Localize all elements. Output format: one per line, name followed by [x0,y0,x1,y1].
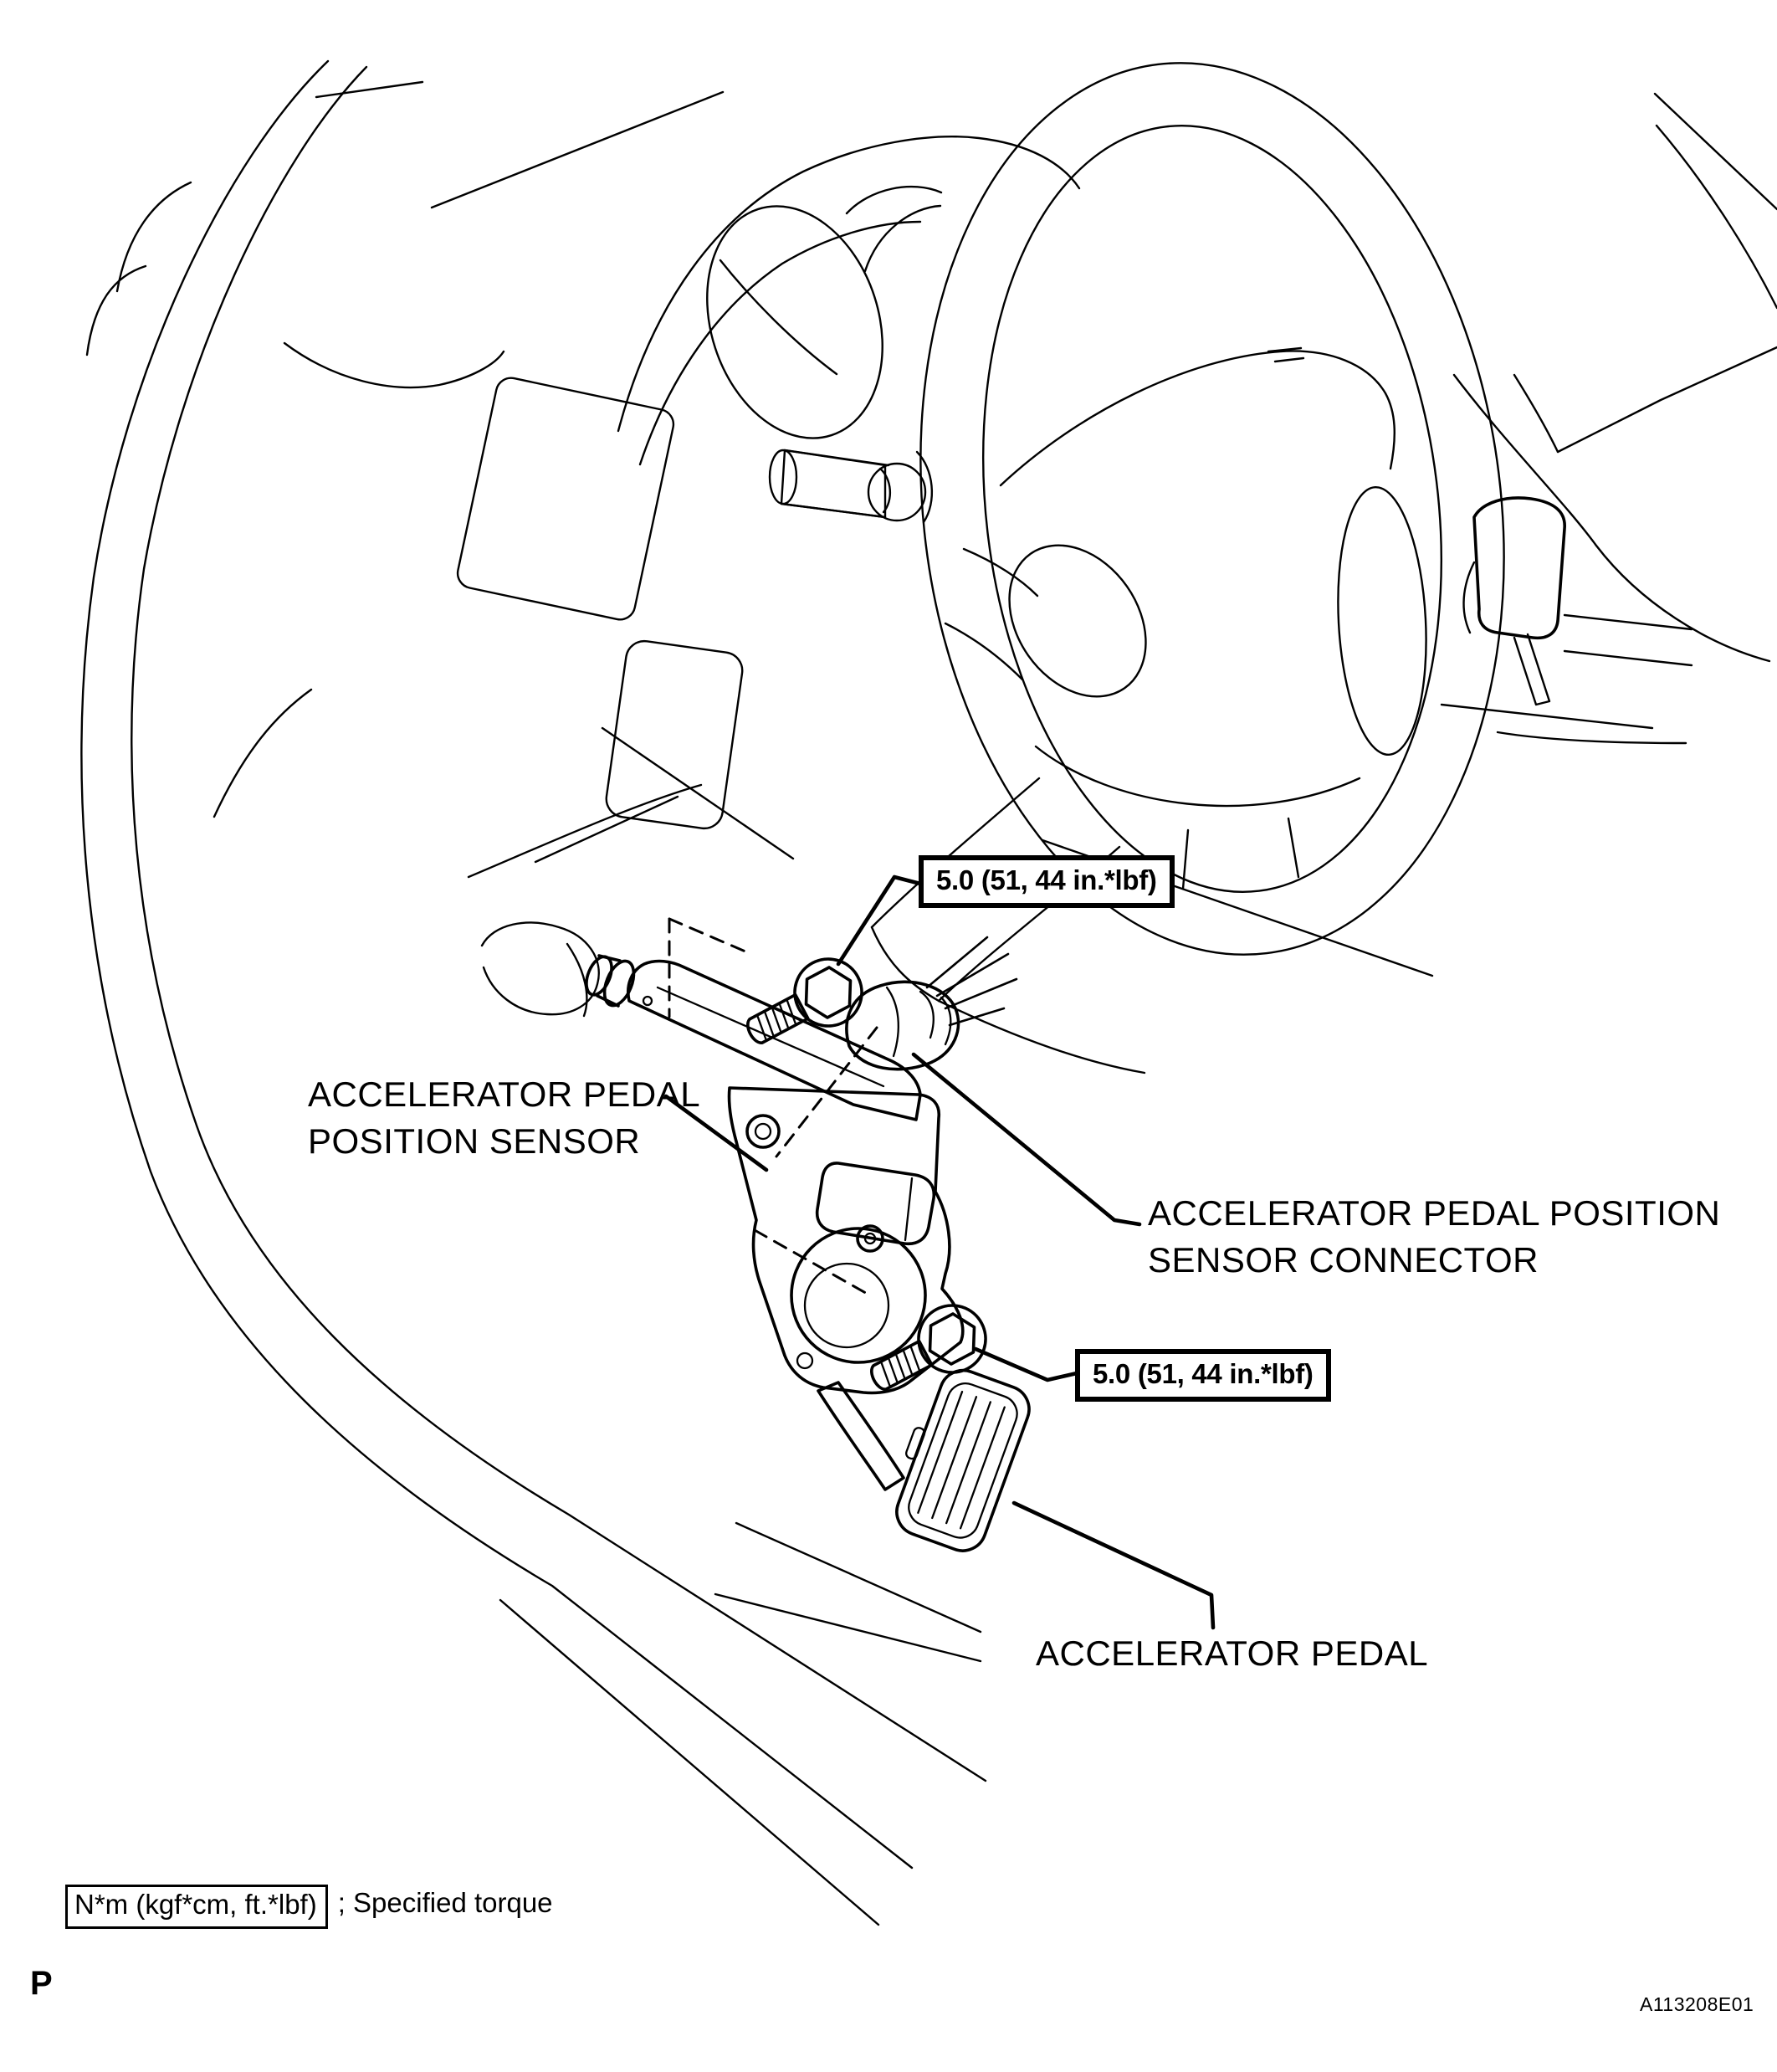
leader-pedal-label [1014,1503,1213,1628]
label-line: ACCELERATOR PEDAL [308,1074,701,1114]
steering-column [872,778,1145,1073]
torque-legend [65,1885,553,1929]
leader-connector-label [914,1054,1139,1224]
torque-callout-lower: 5.0 (51, 44 in.*lbf) [1075,1349,1331,1402]
rail-end-boss [581,953,652,1010]
label-line: ACCELERATOR PEDAL POSITION [1148,1193,1721,1233]
shift-lever [1464,498,1565,705]
door-and-pillar-outline [81,61,986,1868]
label-accelerator-pedal: ACCELERATOR PEDAL [1036,1633,1429,1673]
pedal-pad [881,1361,1036,1557]
leader-torque-lower [976,1349,1077,1380]
legend-description: ; Specified torque [337,1887,553,1918]
dashboard [284,82,1432,1016]
label-sensor-connector [1148,1190,1720,1285]
label-line: POSITION SENSOR [308,1121,641,1162]
page-marker: P [30,1965,53,2002]
sensor-connector [847,937,1017,1069]
pedal-mounting-plate [729,1088,962,1393]
pedal-arm [818,1382,904,1490]
legend-unit-box: N*m (kgf*cm, ft.*lbf) [65,1885,328,1929]
sensor-drum [791,1228,925,1362]
torque-callout-upper: 5.0 (51, 44 in.*lbf) [919,855,1175,908]
figure-code: A113208E01 [1640,1993,1754,2015]
instrument-cluster [618,136,1079,464]
console-and-seat-lines [1442,94,1777,743]
steering-wheel [871,29,1553,988]
turn-signal-stalk [770,450,932,522]
label-accelerator-pedal-position-sensor [308,1071,700,1166]
accelerator-pedal-assembly [581,953,1036,1557]
label-line: SENSOR CONNECTOR [1148,1240,1539,1280]
